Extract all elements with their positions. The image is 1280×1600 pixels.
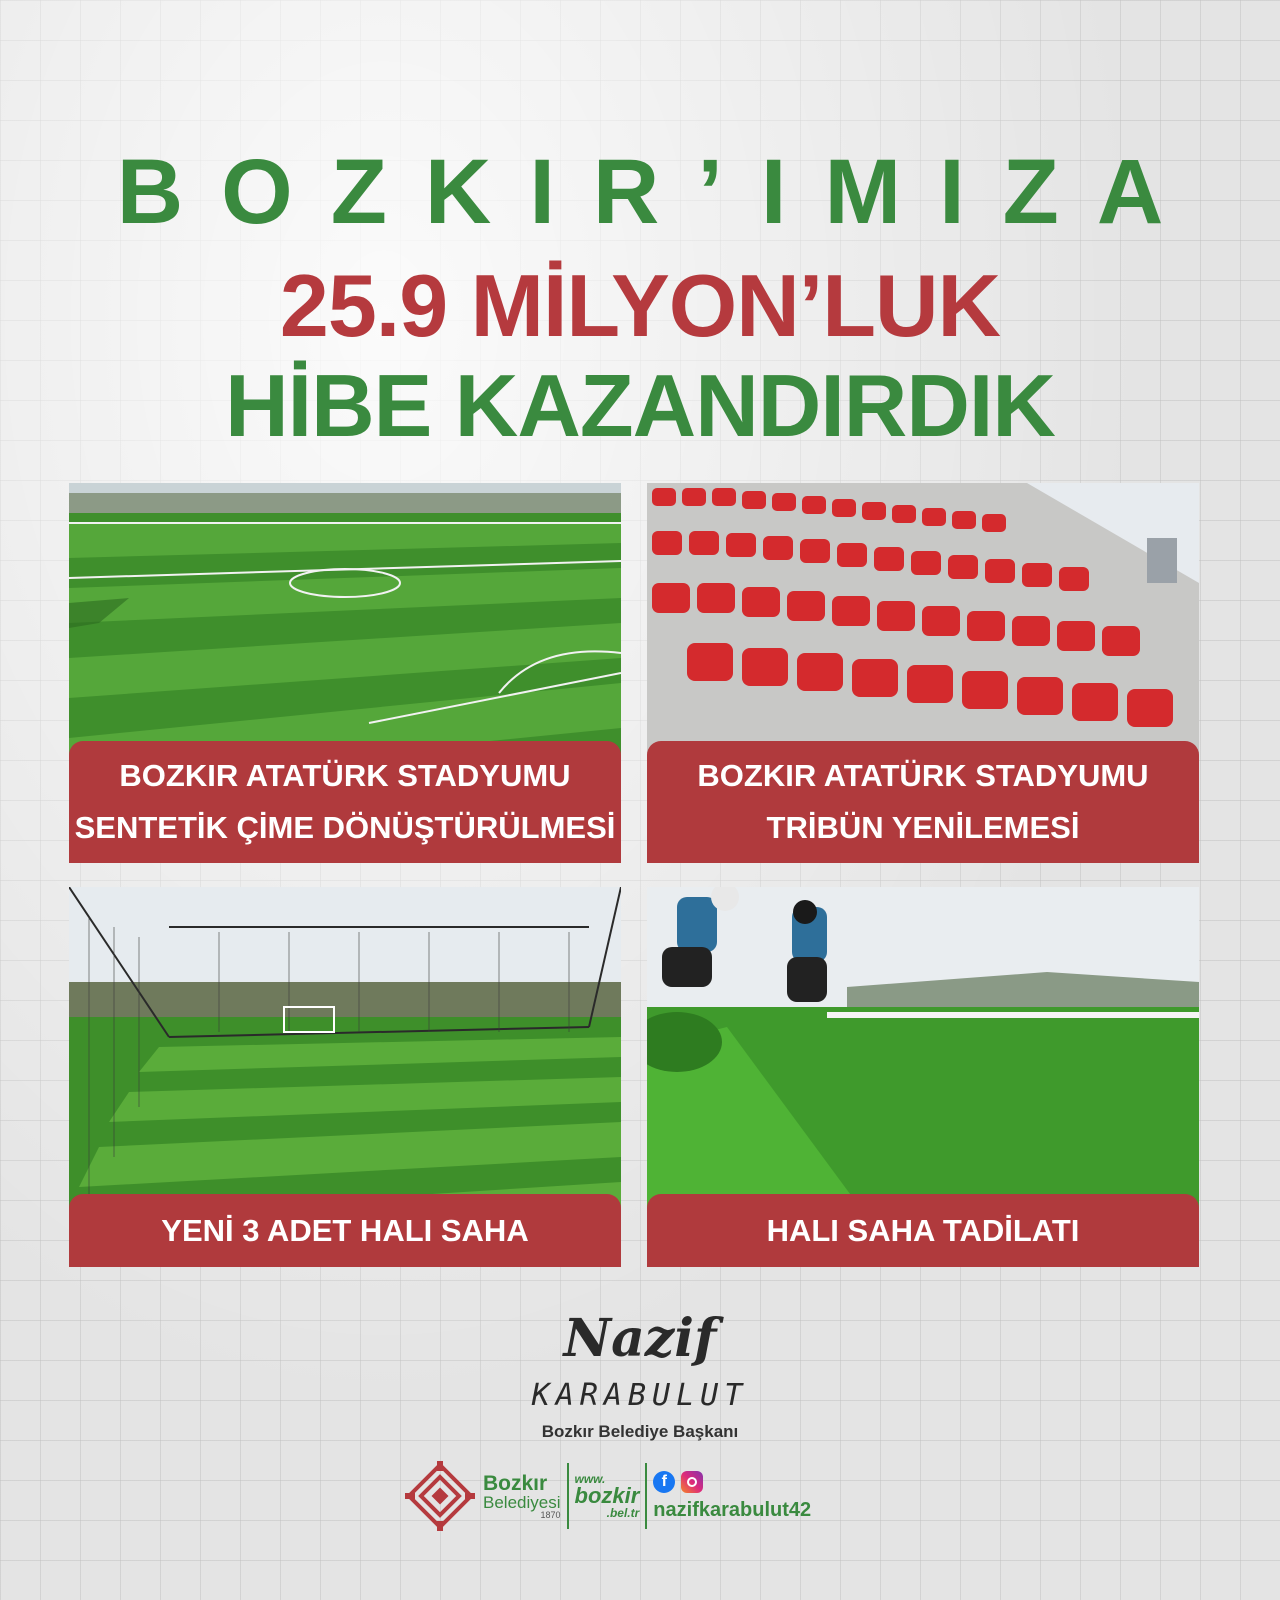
website-link[interactable] (575, 1473, 640, 1519)
card-pitch-renovation (647, 887, 1199, 1267)
caption-line1: BOZKIR ATATÜRK STADYUMU (119, 758, 571, 793)
caption-line2: TRİBÜN YENİLEMESİ (766, 810, 1080, 845)
caption-line1: BOZKIR ATATÜRK STADYUMU (697, 758, 1149, 793)
municipality-logo-icon (405, 1461, 475, 1531)
card-caption (69, 1194, 621, 1267)
caption-line1: YENİ 3 ADET HALI SAHA (161, 1212, 529, 1248)
headline-line2: 25.9 MİLYON’LUK (279, 256, 1001, 355)
headline-line1: BOZKIR’IMIZA (116, 141, 1202, 243)
card-caption (69, 741, 621, 863)
footer (405, 1458, 811, 1534)
web-main: bozkir (574, 1483, 640, 1508)
web-prefix: www. (574, 1472, 606, 1486)
social-block (653, 1471, 811, 1522)
mayor-title: Bozkır Belediye Başkanı (541, 1422, 739, 1441)
social-handle[interactable]: nazifkarabulut42 (653, 1498, 812, 1521)
muni-sub: Belediyesi (483, 1492, 561, 1512)
headline-line3: HİBE KAZANDIRDIK (225, 356, 1055, 455)
divider (567, 1463, 569, 1529)
muni-year: 1870 (540, 1509, 561, 1520)
signature-last-name: KARABULUT (531, 1378, 749, 1413)
muni-name: Bozkır (483, 1471, 548, 1495)
instagram-icon[interactable] (681, 1471, 703, 1493)
social-icons (653, 1471, 811, 1493)
facebook-icon[interactable]: f (653, 1471, 675, 1493)
web-suffix: .bel.tr (606, 1506, 640, 1520)
caption-line1: HALI SAHA TADİLATI (766, 1212, 1080, 1248)
card-caption (647, 1194, 1199, 1267)
card-stadium-turf (69, 483, 621, 863)
divider (645, 1463, 647, 1529)
card-caption (647, 741, 1199, 863)
signature-first-name: Nazif (563, 1308, 717, 1369)
caption-line2: SENTETİK ÇİME DÖNÜŞTÜRÜLMESİ (74, 810, 616, 845)
municipality-name (483, 1473, 561, 1520)
card-tribune (647, 483, 1199, 863)
card-new-pitches (69, 887, 621, 1267)
